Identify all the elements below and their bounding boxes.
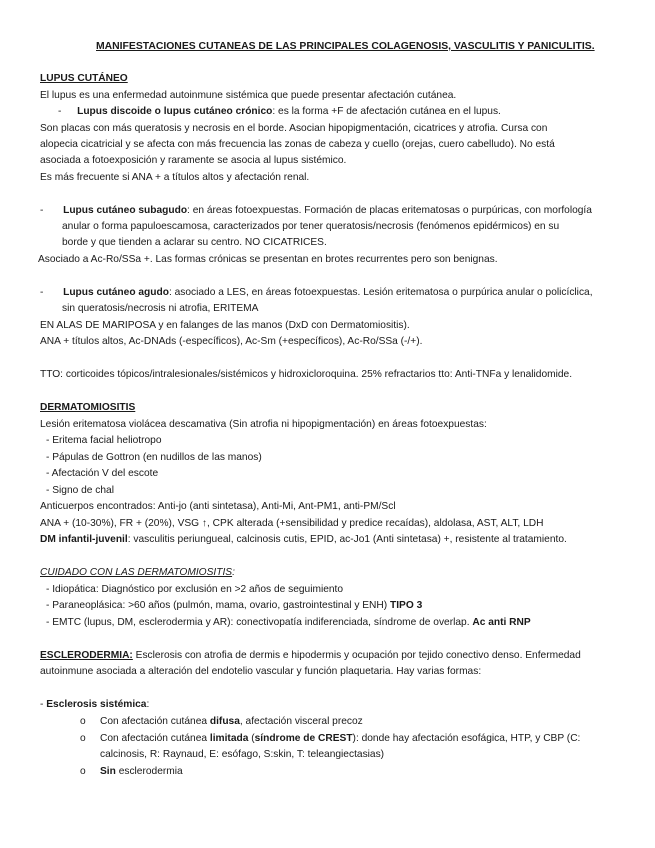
- dash: -: [40, 699, 47, 710]
- lupus-discoide-text: : es la forma +F de afectación cutánea en el lupus.: [272, 106, 501, 117]
- dermato-anticuerpos: Anticuerpos encontrados: Anti-jo (anti sintetasa), Anti-Mi, Ant-PM1, anti-PM/Scl: [40, 501, 396, 512]
- bullet-marker: o: [80, 716, 86, 727]
- dash: -: [58, 106, 62, 117]
- lupus-discoide-line: [58, 105, 501, 118]
- list-item: [46, 599, 422, 612]
- bullet-text: (: [248, 733, 255, 744]
- lupus-agudo-text: : asociado a LES, en áreas fotoexpuestas. Lesión eritematosa o purpúrica anular o policíclica,: [168, 287, 593, 298]
- bullet-text: Con afectación cutánea: [100, 733, 210, 744]
- lupus-tto: TTO: corticoides tópicos/intralesionales/sistémicos y hidroxicloroquina. 25% refractarios tto: Anti-TNFa y lenalidomide.: [40, 369, 573, 380]
- lupus-heading: LUPUS CUTÁNEO: [40, 73, 128, 84]
- bullet-marker: o: [80, 733, 86, 744]
- esclero-sistemica-line: [40, 698, 149, 711]
- paragraph-line: borde y que tienden a aclarar su centro. NO CICATRICES.: [62, 237, 327, 248]
- list-item-bold: Ac anti RNP: [472, 617, 531, 628]
- bullet-text: , afectación visceral precoz: [239, 716, 363, 727]
- paragraph-line: Asociado a Ac-Ro/SSa +. Las formas crónicas se presentan en brotes recurrentes pero son benignas.: [38, 254, 498, 265]
- dermato-infantil-text: : vasculitis periungueal, calcinosis cutis, EPID, ac-Jo1 (Anti sintetasa) +, resistente al tratamiento.: [127, 534, 567, 545]
- list-item-text: - EMTC (lupus, DM, esclerodermia y AR): conectivopatía indiferenciada, síndrome de overlap.: [46, 617, 473, 628]
- dermato-heading: DERMATOMIOSITIS: [40, 402, 136, 413]
- lupus-discoide-title: Lupus discoide o lupus cutáneo crónico: [77, 106, 273, 117]
- lupus-subagudo-title: Lupus cutáneo subagudo: [63, 205, 188, 216]
- list-item-bold: TIPO 3: [390, 600, 423, 611]
- bullet-text: ): donde hay afectación esofágica, HTP, y CBP (C:: [352, 733, 581, 744]
- lupus-subagudo-text: : en áreas fotoexpuestas. Formación de placas eritematosas o purpúricas, con morfología: [187, 205, 592, 216]
- esclero-sistemica-title: Esclerosis sistémica: [46, 699, 147, 710]
- bullet-text: esclerodermia: [115, 766, 183, 777]
- bullet-text: Con afectación cutánea: [100, 716, 210, 727]
- dermato-infantil-line: [40, 533, 567, 546]
- dash: -: [40, 205, 44, 216]
- dash: -: [40, 287, 44, 298]
- esclero-heading: ESCLERODERMIA:: [40, 650, 133, 661]
- bullet-item: [100, 765, 183, 778]
- list-item: - Pápulas de Gottron (en nudillos de las manos): [46, 452, 262, 463]
- paragraph-line: Es más frecuente si ANA + a títulos altos y afectación renal.: [40, 172, 310, 183]
- list-item: - Signo de chal: [46, 485, 114, 496]
- lupus-agudo-line: [40, 286, 593, 299]
- dermato-intro: Lesión eritematosa violácea descamativa (Sin atrofia ni hipopigmentación) en áreas fotoexpuestas:: [40, 419, 487, 430]
- esclero-intro-line: [40, 649, 581, 662]
- bullet-marker: o: [80, 766, 86, 777]
- paragraph-line: asociada a fotoexposición y raramente se asocia al lupus sistémico.: [40, 155, 347, 166]
- list-item: - Idiopática: Diagnóstico por exclusión en >2 años de seguimiento: [46, 584, 344, 595]
- list-item: - Afectación V del escote: [46, 468, 159, 479]
- paragraph-line: Son placas con más queratosis y necrosis en el borde. Asocian hipopigmentación, cicatrices y atrofia. Cursa con: [40, 123, 548, 134]
- cuidado-colon: :: [232, 567, 235, 578]
- paragraph-line: EN ALAS DE MARIPOSA y en falanges de las manos (DxD con Dermatomiositis).: [40, 320, 410, 331]
- bullet-bold: Sin: [100, 766, 116, 777]
- bullet-item: [100, 715, 363, 728]
- colon: :: [146, 699, 150, 710]
- list-item: [46, 616, 531, 629]
- document-title: MANIFESTACIONES CUTANEAS DE LAS PRINCIPALES COLAGENOSIS, VASCULITIS Y PANICULITIS.: [96, 41, 595, 52]
- lupus-subagudo-line: [40, 204, 592, 217]
- bullet-bold: síndrome de CREST: [254, 733, 353, 744]
- paragraph-line: autoinmune asociada a alteración del endotelio vascular y función plaquetaria. Hay varias formas:: [40, 666, 482, 677]
- esclero-intro-text: Esclerosis con atrofia de dermis e hipodermis y ocupación por tejido conectivo denso. Enfermedad: [132, 650, 581, 661]
- cuidado-heading: CUIDADO CON LAS DERMATOMIOSITIS: [40, 567, 233, 578]
- paragraph-line: anular o forma papuloescamosa, caracterizados por tener queratosis/necrosis (fenómenos epidérmicos) en su: [62, 221, 560, 232]
- dermato-ana: ANA + (10-30%), FR + (20%), VSG ↑, CPK alterada (+sensibilidad y predice recaídas), aldolasa, AST, ALT, LDH: [40, 518, 544, 529]
- bullet-bold: limitada: [209, 733, 249, 744]
- bullet-item: [100, 732, 580, 745]
- bullet-item-continuation: calcinosis, R: Raynaud, E: esófago, S:skin, T: teleangiectasias): [100, 749, 385, 760]
- lupus-intro: El lupus es una enfermedad autoinmune sistémica que puede presentar afectación cutánea.: [40, 90, 457, 101]
- dermato-infantil-title: DM infantil-juvenil: [40, 534, 128, 545]
- cuidado-heading-line: [40, 566, 235, 579]
- paragraph-line: ANA + títulos altos, Ac-DNAds (-específicos), Ac-Sm (+específicos), Ac-Ro/SSa (-/+).: [40, 336, 423, 347]
- paragraph-line: alopecia cicatricial y se afecta con más frecuencia las zonas de cabeza y cuello (orejas, cuero cabelludo). No está: [40, 139, 555, 150]
- list-item-text: - Paraneoplásica: >60 años (pulmón, mama, ovario, gastrointestinal y ENH): [46, 600, 390, 611]
- bullet-bold: difusa: [209, 716, 240, 727]
- list-item: - Eritema facial heliotropo: [46, 435, 162, 446]
- lupus-agudo-title: Lupus cutáneo agudo: [63, 287, 169, 298]
- paragraph-line: sin queratosis/necrosis ni atrofia, ERITEMA: [62, 303, 259, 314]
